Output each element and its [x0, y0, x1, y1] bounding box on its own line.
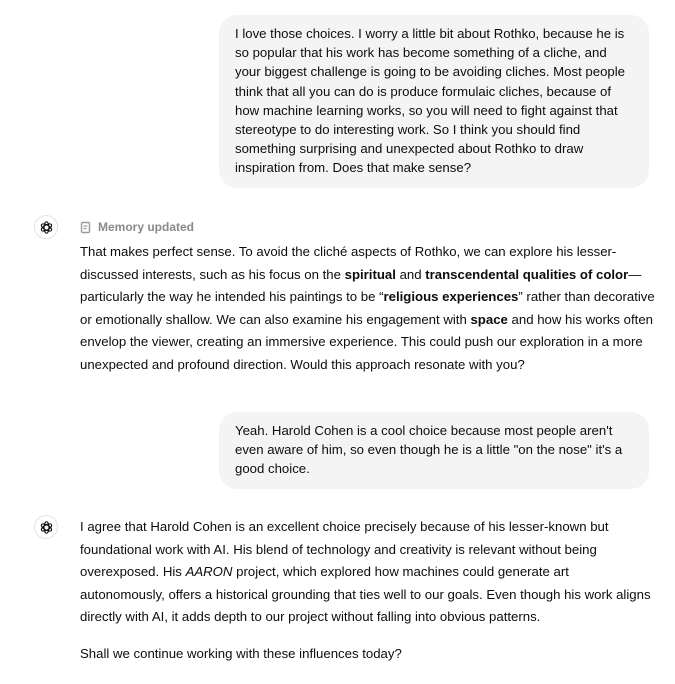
text-run: and how his works often envelop the viewer, creating an immersive experience. This could push our exploration in a more unexpected and profound direction. Would this approach resonate with you? [80, 311, 654, 372]
memory-edit-icon [80, 221, 92, 234]
assistant-message [80, 516, 655, 665]
memory-updated-indicator[interactable] [80, 218, 194, 236]
assistant-message [80, 241, 655, 376]
bold-text: spiritual [344, 266, 396, 282]
italic-text: AARON [185, 564, 233, 579]
bold-text: transcendental qualities of color [425, 266, 629, 282]
assistant-paragraph [80, 516, 655, 629]
openai-logo-icon [39, 520, 54, 535]
bold-text: space [470, 311, 508, 327]
text-run: That makes perfect sense. To avoid the cliché aspects of Rothko, we can explore his lesser-discussed interests, such as his focus on the [80, 244, 617, 282]
user-message [219, 412, 649, 489]
user-message-text: I love those choices. I worry a little bit about Rothko, because he is so popular that his work has become something of a cliche, and your biggest challenge is going to be avoiding cliches. Most people think that all you can do is produce formulaic cliches, because of how machine learning works, so you will need to fight against that stereotype to do interesting work. So I think you should find something surprising and unexpected about Rothko to draw inspiration from. Does that make sense? [235, 26, 626, 176]
openai-logo-icon [39, 220, 54, 235]
text-run: ” rather than decorative or emotionally shallow. We can also examine his engagement with [80, 289, 655, 327]
text-run: project, which explored how machines could generate art autonomously, offers a historical grounding that ties well to our goals. Even though his work aligns directly with AI, it adds depth to our project without falling into obvious patterns. [80, 564, 651, 624]
assistant-avatar [34, 515, 58, 539]
assistant-paragraph [80, 241, 655, 376]
user-message-text: Yeah. Harold Cohen is a cool choice because most people aren't even aware of him, so even though he is a little "on the nose" it's a good choice. [235, 423, 623, 477]
assistant-paragraph: Shall we continue working with these influences today? [80, 645, 402, 661]
text-run: —particularly the way he intended his paintings to be “ [80, 266, 642, 304]
text-run: I agree that Harold Cohen is an excellent choice precisely because of his lesser-known but foundational work with AI. His blend of technology and creativity is relevant without being overexposed. His [80, 519, 609, 579]
assistant-avatar [34, 215, 58, 239]
text-run: and [395, 266, 426, 282]
memory-updated-label: Memory updated [98, 220, 195, 234]
user-message [219, 15, 649, 188]
bold-text: religious experiences [383, 289, 519, 304]
